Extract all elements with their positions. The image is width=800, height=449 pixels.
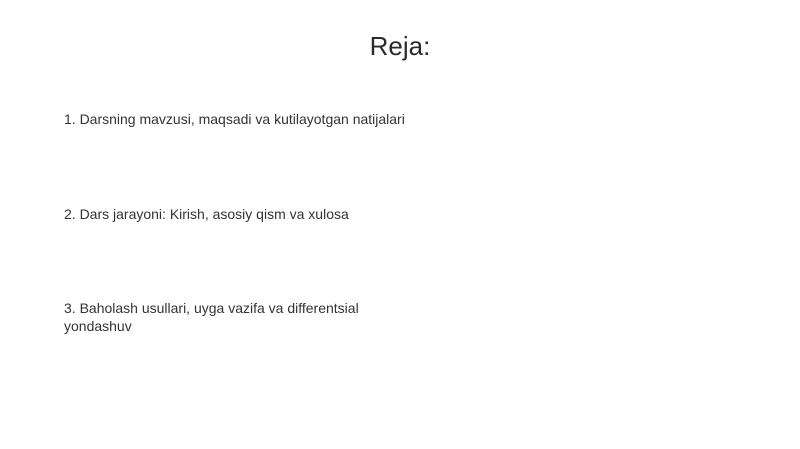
plan-item-2: 2. Dars jarayoni: Kirish, asosiy qism va xulosa <box>64 206 349 222</box>
slide-title: Reja: <box>369 31 431 61</box>
plan-item-3: 3. Baholash usullari, uyga vazifa va differentsial yondashuv <box>64 300 359 334</box>
plan-item-1: 1. Darsning mavzusi, maqsadi va kutilayotgan natijalari <box>64 111 405 127</box>
